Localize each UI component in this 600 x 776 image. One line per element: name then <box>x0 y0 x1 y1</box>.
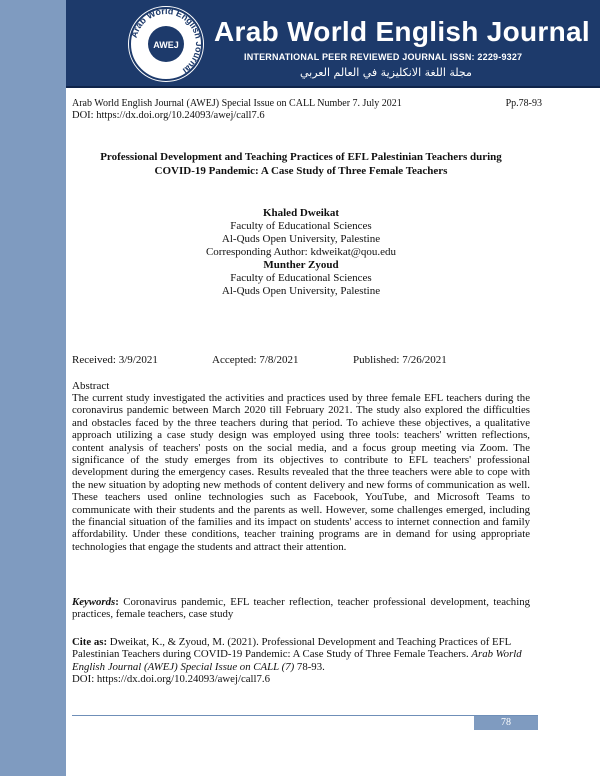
running-head-text: Arab World English Journal (AWEJ) Special Issue on CALL Number 7. July 2021 <box>72 98 402 109</box>
cite-journal: Arab World English Journal (AWEJ) Special Issue on CALL (7) <box>72 648 522 673</box>
author-2-faculty: Faculty of Educational Sciences <box>230 272 372 284</box>
journal-logo <box>126 4 206 84</box>
author-1-contact: Corresponding Author: kdweikat@qou.edu <box>205 246 397 258</box>
logo-text: AWEJ <box>153 40 179 50</box>
title-line-1: Professional Development and Teaching Practices of EFL Palestinian Teachers during <box>100 151 502 163</box>
left-sidebar-band <box>0 0 66 776</box>
citation <box>72 636 530 686</box>
journal-subtitle: INTERNATIONAL PEER REVIEWED JOURNAL ISSN: 2229-9327 <box>244 52 523 62</box>
journal-banner <box>66 0 600 88</box>
received-date: Received: 3/9/2021 <box>72 354 158 366</box>
doi-link[interactable]: DOI: https://dx.doi.org/10.24093/awej/call7.6 <box>72 110 265 121</box>
cite-pages: 78-93. <box>294 660 325 673</box>
abstract-body: The current study investigated the activities and practices used by three female EFL teachers during the coronavirus pandemic between March 2020 till February 2021. The study also explored the difficulties and obstacles faced by the three teachers during that period. To achieve these objectives, a qualitative approach utilizing a case study design was employed using three tools: teachers' written reflections, content analysis of teachers' posts on the social media, and a focus group meeting via Zoom. The significance of the study emerges from its objectives to contribute to EFL teachers' professional development during the emergency cases. Results revealed that the three teachers were able to cope with the new situation by adopting new methods of content delivery and new forms of communication as well. These teachers used online technologies such as Facebook, YouTube, and Microsoft Teams to communicate with their students and the parents as well. However, some challenges emerged, including the financial situation of the families and its impact on students' access to internet connection and family affordability. Under these conditions, teacher training programs are in demand for using appropriate technologies that engage the students and attract their attention. <box>72 392 530 553</box>
page-range: Pp.78-93 <box>505 98 542 109</box>
author-1-name: Khaled Dweikat <box>262 207 340 219</box>
keywords: Keywords: Coronavirus pandemic, EFL teacher reflection, teacher professional development, teaching practices, female teachers, case study <box>72 596 530 621</box>
title-line-2: COVID-19 Pandemic: A Case Study of Three Female Teachers <box>154 165 448 177</box>
author-1-faculty: Faculty of Educational Sciences <box>230 220 372 232</box>
cite-doi[interactable]: DOI: https://dx.doi.org/10.24093/awej/call7.6 <box>72 673 271 686</box>
page-number: 78 <box>474 716 538 730</box>
author-1-university: Al-Quds Open University, Palestine <box>221 233 381 245</box>
author-2 <box>72 259 530 298</box>
cite-text: Dweikat, K., & Zyoud, M. (2021). Professional Development and Teaching Practices of EFL Palestinian Teachers during COVID-19 Pandemic: A Case Study of Three Female Teachers. <box>72 636 511 661</box>
keywords-text: Coronavirus pandemic, EFL teacher reflection, teacher professional development, teaching practices, female teachers, case study <box>72 596 530 621</box>
journal-title: Arab World English Journal <box>214 16 590 47</box>
footer-rule <box>72 715 538 716</box>
logo-ring-text: Arab World English Journal <box>128 5 205 76</box>
paper-title <box>72 150 530 178</box>
author-2-university: Al-Quds Open University, Palestine <box>221 285 381 297</box>
accepted-date: Accepted: 7/8/2021 <box>212 354 299 366</box>
cite-label: Cite as: <box>72 636 108 648</box>
author-2-name: Munther Zyoud <box>263 259 339 271</box>
published-date: Published: 7/26/2021 <box>353 354 447 366</box>
abstract-heading: Abstract <box>72 380 110 392</box>
running-head <box>72 98 542 110</box>
keywords-label: Keywords <box>72 596 116 608</box>
journal-arabic-title: مجلة اللغة الانكليزية في العالم العربي <box>300 66 472 79</box>
author-1 <box>72 207 530 259</box>
